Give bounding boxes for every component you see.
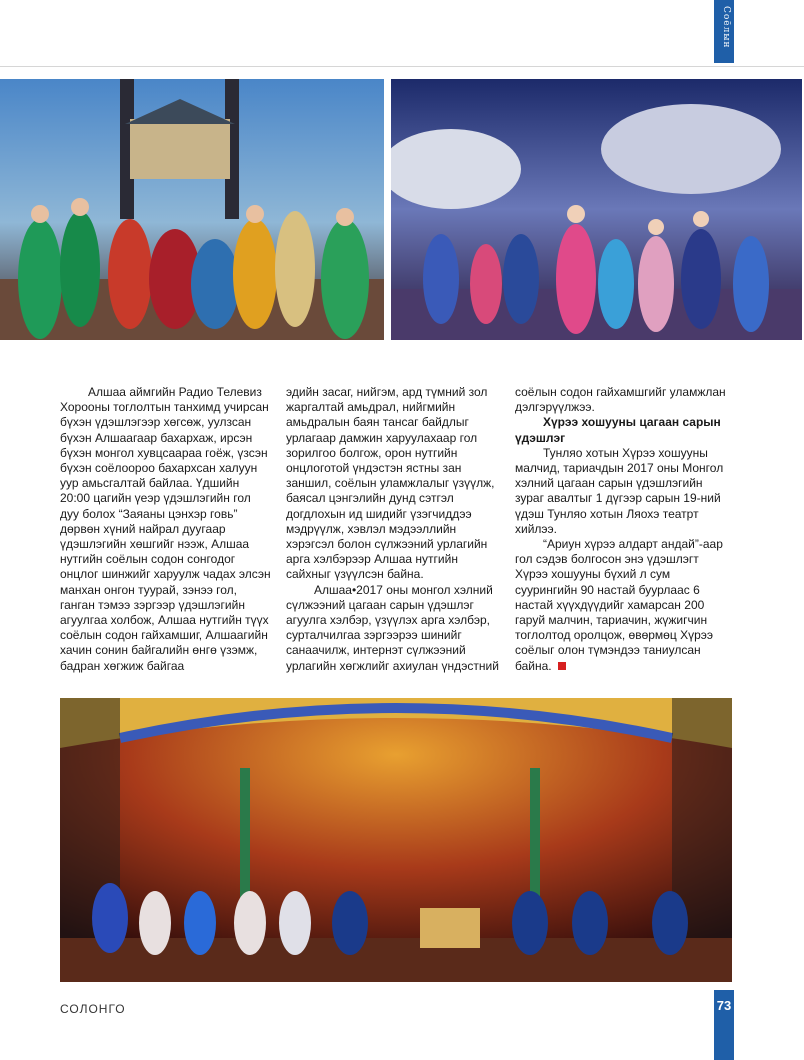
paragraph: эдийн засаг, нийгэм, ард түмний зол жаргалтай амьдрал, нийгмийн амьдралын баян тансаг байдлыг урлагаар дамжин харуулахаар гол зорилгоо болгож, орон нутгийн онцлоготой үндэстэн ястны зан заншил, соёлын уламжлалыг үзүүлж, баясал цэнгэлийн дунд сэтгэл догдлохын ид шидийг үзэгчиддээ мэдрүүлж, хэвлэл мэдээллийн хэрэгсэл болон сүлжээний урлагийн арга хэлбэрээр Алшаа нутгийн сайхныг үзүүлсэн байна. [286, 385, 495, 582]
page-number: 73 [716, 998, 732, 1013]
paragraph: Алшаа аймгийн Радио Телевиз Хорооны тоглолтын танхимд учирсан бүхэн үдэшлэгээр хөгсөж, уулзсан бүхэн Алшаагаар бахархаж, ирсэн бүхэн монгол хувцсаараа гоёж, үзсэн бүхэн соёлоороо бахархсан халуун уур амьсгалтай байлаа. Үдшийн 20:00 цагийн үеэр үдэшлэгийн гол дуу болох “Заяаны цэнхэр говь” дөрвөн хүний найрал дуугаар үдэшлэгийн хөшгийг нээж, Алшаа нутгийн соёлын содон сонгодог онцлог шинжийг харуулж чадах элсэн манхан онгон туурай, зэнээ гол, ганган тэмээ зэргээр үдэшлэгийн агуулгаа холбож, Алшаа нутгийн түүх соёлын содон гайхамшиг, Алшаагийн хачин сонин байгалийн өнгө үзэмж, бадран хөгжиж байгаа [60, 385, 271, 673]
paragraph: Алшаа•2017 оны монгол хэлний сүлжээний цагаан сарын үдэшлэг агуулга хэлбэр, үзүүлэх арга хэлбэр, сурталчилгаа зэргээрээ шинийг санаачилж, интернэт сүлжээний урлагийн хөгжлийг ахиулан үндэстний [286, 582, 499, 673]
photo-orchestra [60, 698, 732, 982]
paragraph: соёлын содон гайхамшгийг уламжлан дэлгэрүүлжээ. [515, 385, 726, 415]
section-subheading: Хүрээ хошууны цагаан сарын үдэшлэг [515, 415, 721, 445]
article-column-1 [60, 385, 272, 674]
article-column-3 [515, 385, 733, 674]
paragraph: “Ариун хүрээ алдарт андай”-аар гол сэдэв болгосон энэ үдэшлэгт Хүрээ хошууны бүхий л сум суурингийн 90 настай буурлаас 6 настай хүүхдүүдийг хамарсан 200 гаруй малчин, тариачин, жүжигчин тоглолтод оролцож, өвөрмөц Хүрээ соёлыг олон түмэндээ таниулсан байна. [515, 537, 723, 673]
paragraph: Тунляо хотын Хүрээ хошууны малчид, тариачдын 2017 оны Монгол хэлний цагаан сарын үдэшлэгийн зураг авалтыг 1 дүгээр сарын 19-ний үдэш Тунляо хотын Ляохэ театрт хийлээ. [515, 445, 724, 536]
photo-dancers [0, 79, 384, 340]
article-column-2 [286, 385, 500, 674]
header-rule [0, 66, 804, 67]
section-tab-label: Соёлын [721, 6, 731, 49]
end-of-article-mark [558, 662, 566, 670]
magazine-name: СОЛОНГО [60, 1002, 126, 1016]
photo-performers [391, 79, 802, 340]
